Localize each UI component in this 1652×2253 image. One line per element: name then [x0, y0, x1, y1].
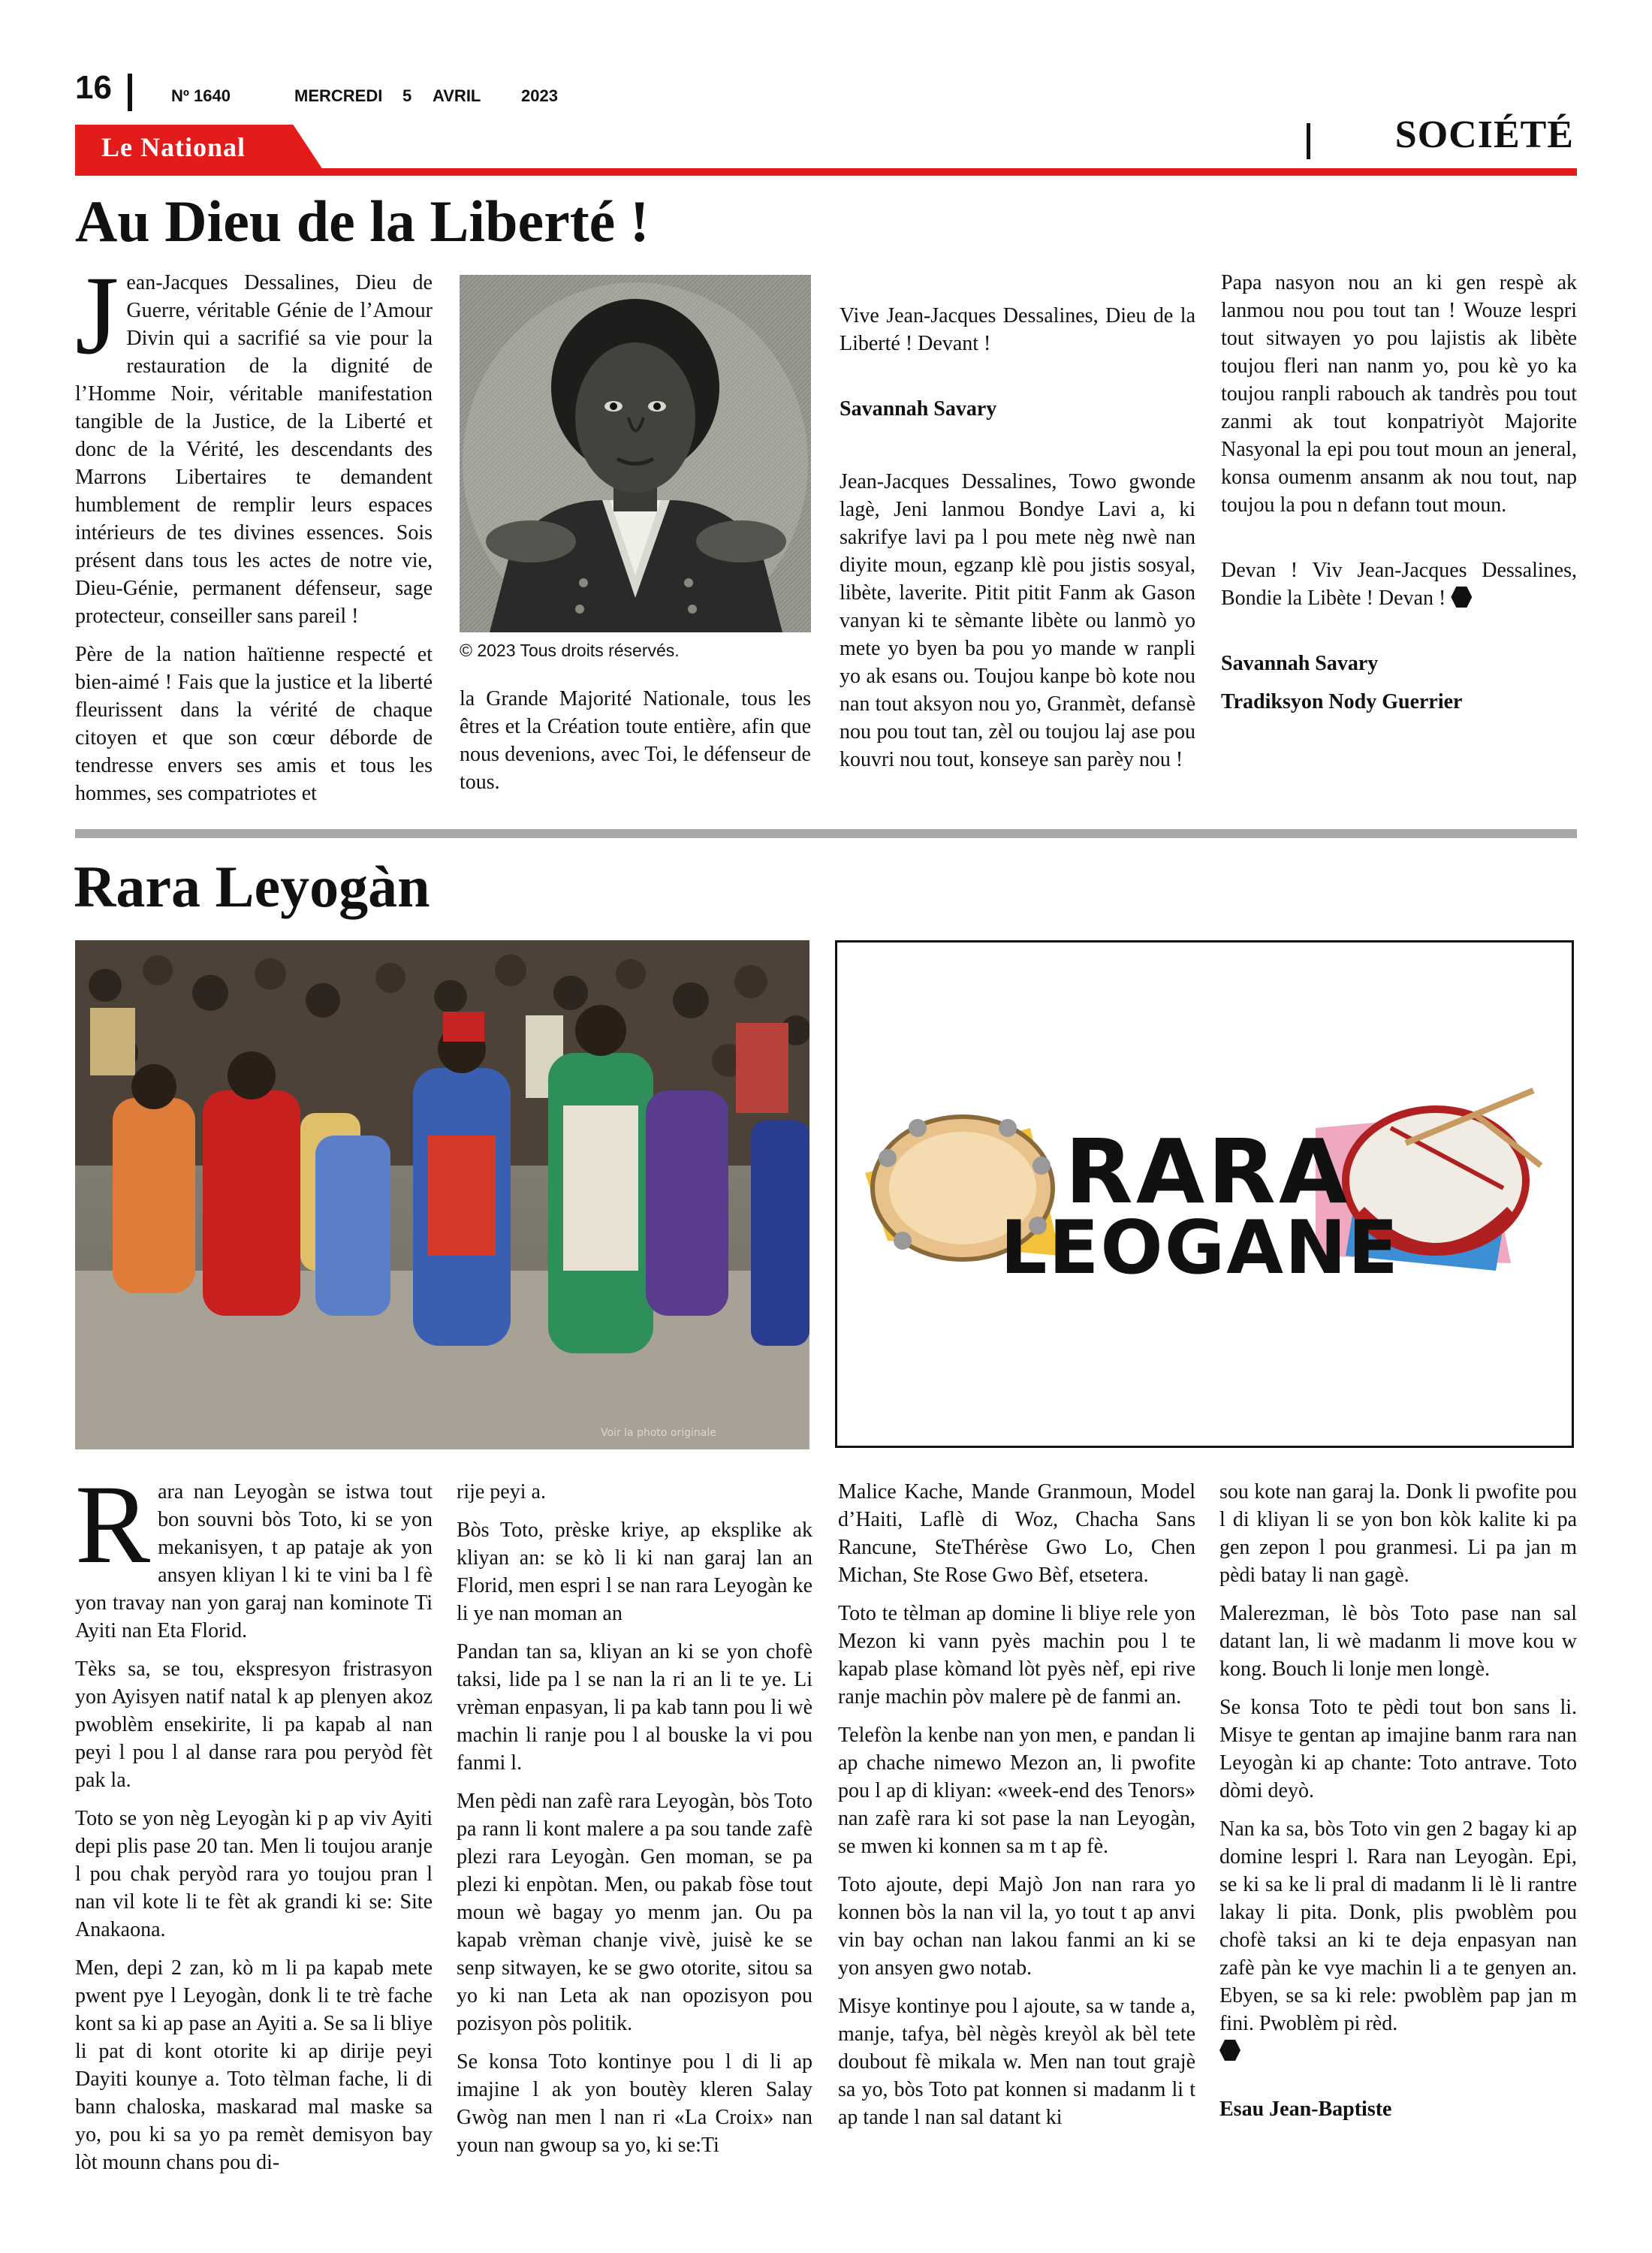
- photo-illustration: [75, 940, 809, 1449]
- article-1-column-4: [1221, 269, 1577, 726]
- article-1-paragraph: Vive Jean-Jacques Dessalines, Dieu de la Liberté ! Devant !: [840, 304, 1195, 355]
- article-1-column-2: [460, 685, 811, 807]
- article-1-signature: Savannah Savary: [840, 397, 997, 421]
- article-2-paragraph: rije peyi a.: [457, 1480, 546, 1504]
- article-2-paragraph: Se konsa Toto kontinye pou l di li ap imajine l ak yon boutèy kleren Salay Gwòg nan men l nan ri «La Croix» nan youn nan gwoup sa yo, ki se:Ti: [457, 2050, 812, 2157]
- photo-credit: Voir la photo originale: [601, 1427, 716, 1439]
- end-mark-icon: [1219, 2040, 1241, 2061]
- article-1-column-1: [75, 253, 433, 818]
- portrait-illustration: [460, 275, 811, 632]
- page-number-divider: [128, 74, 132, 111]
- article-2-paragraph: Se konsa Toto te pèdi tout bon sans li. Misye te gentan ap imajine banm rara nan Leyogàn ki ap chante: Toto antrave. Toto dòmi deyò.: [1219, 1696, 1577, 1802]
- article-2-dropcap: R: [75, 1462, 151, 1587]
- article-1-dropcap: J: [75, 253, 119, 378]
- article-2-paragraph: sou kote nan garaj la. Donk li pwofite pou l di kliyan li se yon bon kòk kalite ki pa gen zepon l pou granmesi. Li pa jan m pèdi batay li nan gagè.: [1219, 1480, 1577, 1587]
- article-1-paragraph: Devan ! Viv Jean-Jacques Dessalines, Bondie la Libète ! Devan !: [1221, 559, 1577, 610]
- article-1-paragraph: la Grande Majorité Nationale, tous les êtres et la Création toute entière, afin que nous devenions, avec Toi, le défenseur de tous.: [460, 687, 811, 794]
- article-1-headline: Au Dieu de la Liberté !: [75, 189, 650, 254]
- issue-month: AVRIL: [433, 86, 481, 105]
- article-2-paragraph: Tèks sa, se tou, ekspresyon fristrasyon yon Ayisyen natif natal k ap plenyen akoz pwoblèm ensekirite, li pa kapab al nan peyi l pou l al danse rara pou peryòd fèt pak la.: [75, 1657, 433, 1792]
- article-2-column-2: [457, 1478, 812, 2170]
- article-2-paragraph: Pandan tan sa, kliyan an ki se yon chofè taksi, lide pa l se nan la ri an li te ye. Li vrèman enpasyan, li pa kab tann pou li wè machin li ranje pou l al bouske la vi pou fanmi l.: [457, 1640, 812, 1775]
- article-2-column-3: [838, 1478, 1195, 2142]
- article-2-paragraph: Bòs Toto, prèske kriye, ap eksplike ak kliyan an: se kò li ki nan garaj lan an Florid, men espri l se nan rara Leyogàn ke li ye nan moman an: [457, 1519, 812, 1625]
- article-2-paragraph: Nan ka sa, bòs Toto vin gen 2 bagay ki ap domine lespri l. Rara nan Leyogàn. Epi, se ki sa ke li pral di madanm li lè li rantre lakay li pita. Donk, plis pwoblèm pou chofè taksi an ki te deja enpasyan nan zafè pàn ke vye machin li a te genyen an. Ebyen, se sa ki rele: pwoblèm pap jan m fini. Pwoblèm pi rèd.: [1219, 1817, 1577, 2035]
- article-2-paragraph: Malice Kache, Mande Granmoun, Model d’Haiti, Laflè di Woz, Chacha Sans Rancune, SteThérèse Gwo Lo, Chen Michan, Ste Rose Gwo Bèf, etsetera.: [838, 1480, 1195, 1587]
- section-divider: [1307, 123, 1310, 159]
- issue-number: Nº 1640: [171, 86, 231, 105]
- section-title: SOCIÉTÉ: [1394, 113, 1574, 156]
- issue-year: 2023: [521, 86, 558, 105]
- article-2-paragraph: Toto te tèlman ap domine li bliye rele yon Mezon ki vann pyès machin pou l te kapab plase kòmand lòt pyès nèf, epi rive ranje machin pòv malere pè de fanmi an.: [838, 1602, 1195, 1709]
- article-1-paragraph: Jean-Jacques Dessalines, Towo gwonde lagè, Jeni lanmou Bondye Lavi a, ki sakrifye lavi pa l pou mete nèg nwè nan diyite moun, egzanp klè pou jistis sosyal, libète, laverite. Pitit pitit Fanm ak Gason vanyan ki te sèmante libète ou lanmò yo mete yo byen ba pou yo mande w ranpli yo ak esans ou. Toujou kanpe bò kote nou nan tout aksyon nou yo, Granmèt, defansè nou pou tout tan, zèl ou toujou laj ase pou kouvri nou tout, konseye san parèy nou !: [840, 470, 1195, 771]
- brand-name: Le National: [101, 132, 246, 162]
- article-1-paragraph: ean-Jacques Dessalines, Dieu de Guerre, véritable Génie de l’Amour Divin qui a sacrifié sa vie pour la restauration de la dignité de l’Homme Noir, véritable manifestation tangible de la Justice, de la Liberté et donc de la Vérité, les descendants des Marrons Libertaires te demandent humblement de remplir leurs espaces intérieurs de tes divines essences. Sois présent dans tous les actes de notre vie, Dieu-Génie, permanent défenseur, sage protecteur, conseiller sans pareil !: [75, 271, 433, 628]
- article-divider: [75, 829, 1577, 838]
- logo-text-leogane: LEOGANE: [1000, 1205, 1400, 1291]
- issue-day: 5: [402, 86, 412, 105]
- article-2-paragraph: Toto ajoute, depi Majò Jon nan rara yo konnen bòs la nan vil la, yo tout t ap anvi vin bay ochan nan lakou fanmi an ki se yon ansyen gwo notab.: [838, 1873, 1195, 1980]
- end-mark-icon: [1451, 587, 1472, 608]
- article-2-column-1: [75, 1462, 433, 2187]
- article-2-paragraph: Telefòn la kenbe nan yon men, e pandan li ap chache nimewo Mezon an, li pwofite pou l ap di kliyan: «week-end des Tenors» nan zafè rara ki sot pase la nan Leyogàn, se mwen ki konnen sa m t ap fè.: [838, 1724, 1195, 1858]
- dessalines-portrait: [460, 275, 811, 632]
- article-1-signature: Savannah Savary: [1221, 652, 1379, 675]
- article-2-headline: Rara Leyogàn: [74, 854, 430, 919]
- article-2-paragraph: Misye kontinye pou l ajoute, sa w tande a, manje, tafya, bèl nègès kreyòl ak bèl tete doubout fè mikala w. Men nan tout grajè sa yo, bòs Toto pat konnen si madanm li t ap tande l nan sal datant ki: [838, 1995, 1195, 2129]
- article-2-paragraph: Toto se yon nèg Leyogàn ki p ap viv Ayiti depi plis pase 20 tan. Men li toujou aranje l pou chak peryòd rara yo toujou pran l nan vil kote li te fèt ak grandi ki se: Site Anakaona.: [75, 1807, 433, 1941]
- header-rule: [75, 168, 1577, 176]
- rara-procession-photo: [75, 940, 809, 1449]
- logo-text-rara: RARA: [1065, 1120, 1351, 1223]
- article-2-column-4: [1219, 1478, 1577, 2134]
- article-2-paragraph: Malerezman, lè bòs Toto pase nan sal datant lan, li wè madanm li move kou w kong. Bouch li lonje men longè.: [1219, 1602, 1577, 1681]
- portrait-caption: © 2023 Tous droits réservés.: [460, 641, 680, 660]
- article-1-column-3: [840, 302, 1195, 784]
- article-1-translator: Tradiksyon Nody Guerrier: [1221, 690, 1463, 713]
- article-2-paragraph: Men pèdi nan zafè rara Leyogàn, bòs Toto pa rann li kont malere a pa sou tande zafè plezi rara Leyogàn. Gen moman, se pa plezi ki enpòtan. Men, ou pakab fòse tout moun wè bagay yo menm jan. Ou pa kapab vrèman chanje vivè, juisè ke se senp sitwayen, ke se gwo otorite, sitou sa yo ki nan Leta ak nan opozisyon pou pozisyon pòs politik.: [457, 1790, 812, 2035]
- article-2-paragraph: ara nan Leyogàn se istwa tout bon souvni bòs Toto, ki se yon mekanisyen, t ap pataje ak yon ansyen kliyan l ki te vini ba l fè yon travay nan yon garaj nan kominote Ti Ayiti nan Eta Florid.: [75, 1480, 433, 1642]
- article-2-paragraph: Men, depi 2 zan, kò m li pa kapab mete pwent pye l Leyogàn, donk li te trè fache kont sa ki ap pase an Ayiti a. Se sa li bliye li pat di kont otorite ki ap dirije peyi Dayiti kounye a. Toto tèlman fache, li di bann chaloska, maskarad mal maske sa yo, pou ki sa yo pa remèt demisyon bay lòt mounn chans pou di-: [75, 1956, 433, 2174]
- page-number: 16: [75, 69, 112, 106]
- article-1-paragraph: Père de la nation haïtienne respecté et bien-aimé ! Fais que la justice et la liberté fleurissent dans la vérité de chaque citoyen et que son cœur déborde de tendresse envers ses amis et tous les hommes, ses compatriotes et: [75, 643, 433, 805]
- article-1-paragraph: Papa nasyon nou an ki gen respè ak lanmou nou pou tout tan ! Wouze lespri tout sitwayen yo pou lajistis ak libète toujou fleri nan nanm yo, pou kè yo ka toujou ranpli rabouch ak tandrès pou tout zanmi ak tout konpatriyòt Majorite Nasyonal la epi pou tout moun an jeneral, konsa oumenm ansanm ak nou tout, nap toujou la pou n defann tout moun.: [1221, 271, 1577, 517]
- article-2-signature: Esau Jean-Baptiste: [1219, 2098, 1392, 2121]
- issue-weekday: MERCREDI: [294, 86, 383, 105]
